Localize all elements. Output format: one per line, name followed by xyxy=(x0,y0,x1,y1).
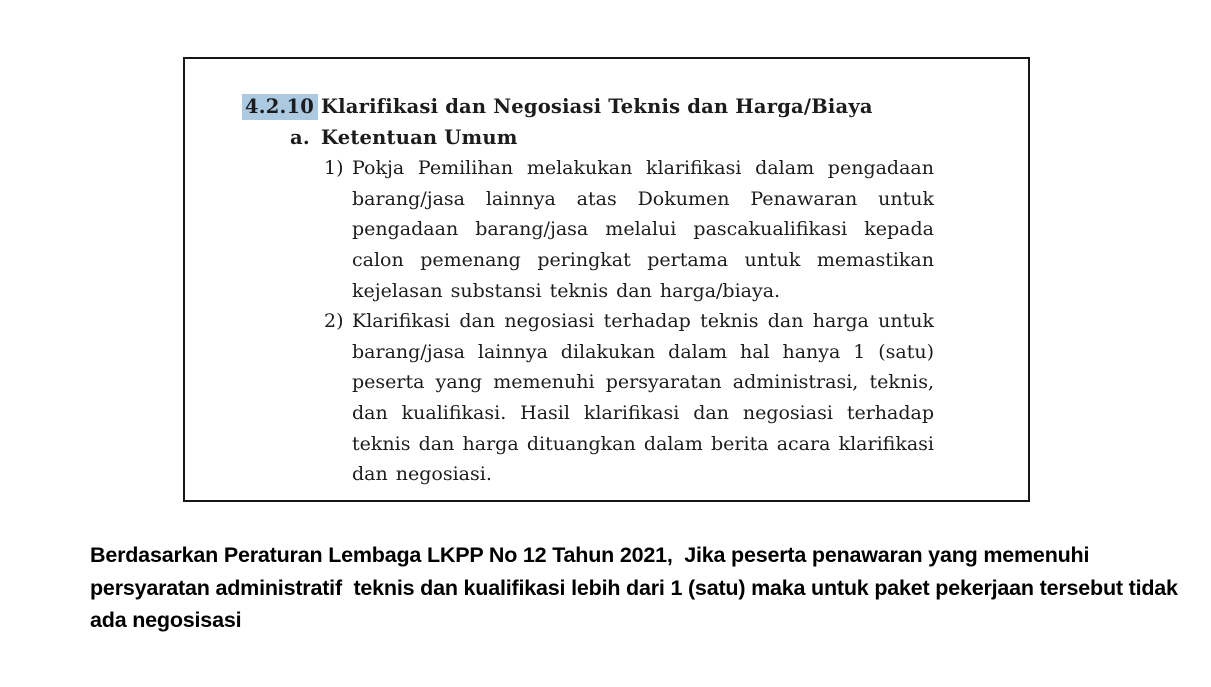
section-title: Klarifikasi dan Negosiasi Teknis dan Harga/Biaya xyxy=(321,95,873,118)
list-item-1-marker: 1) xyxy=(324,157,344,180)
section-number xyxy=(245,92,321,123)
section-number-highlight: 4.2.10 xyxy=(242,94,318,120)
subsection-heading xyxy=(290,123,1028,154)
document-excerpt-box xyxy=(183,57,1030,502)
subsection-label: a. xyxy=(290,125,310,149)
list-item-1-text: Pokja Pemilihan melakukan klarifikasi dalam pengadaan barang/jasa lainnya atas Dokumen Penawaran untuk pengadaan barang/jasa melalui pascakualifikasi kepada calon pemenang peringkat pertama untuk memastikan kejelasan substansi teknis dan harga/biaya. xyxy=(352,157,934,302)
list-item-2 xyxy=(324,306,1028,490)
document-content xyxy=(185,59,1028,490)
explanation-caption: Berdasarkan Peraturan Lembaga LKPP No 12 Tahun 2021, Jika peserta penawaran yang memenuhi persyaratan administratif teknis dan kualifikasi lebih dari 1 (satu) maka untuk paket pekerjaan tersebut tidak ada negosisasi xyxy=(90,543,1184,632)
list-item-1 xyxy=(324,153,1028,306)
list-item-2-marker: 2) xyxy=(324,310,344,333)
section-heading xyxy=(245,92,1028,123)
list-item-2-text: Klarifikasi dan negosiasi terhadap teknis dan harga untuk barang/jasa lainnya dilakukan dalam hal hanya 1 (satu) peserta yang memenuhi persyaratan administrasi, teknis, dan kualifikasi. Hasil klarifikasi dan negosiasi terhadap teknis dan harga dituangkan dalam berita acara klarifikasi dan negosiasi. xyxy=(352,310,934,486)
subsection-title: Ketentuan Umum xyxy=(321,125,518,149)
